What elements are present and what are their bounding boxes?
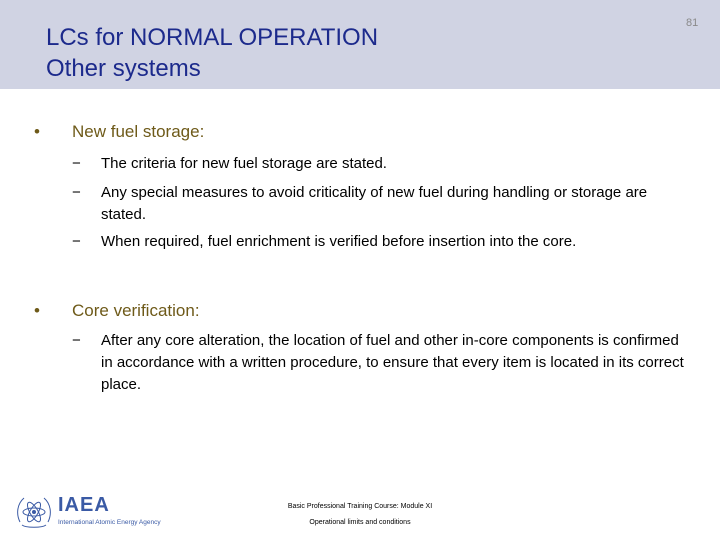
dash-marker: − — [72, 332, 81, 349]
dash-marker: − — [72, 233, 81, 250]
bullet-marker: • — [34, 301, 40, 320]
logo-subtitle: International Atomic Energy Agency — [58, 519, 161, 526]
title-line-1: LCs for NORMAL OPERATION — [46, 24, 379, 51]
list-item-text: Any special measures to avoid criticality of new fuel during handling or storage are stated. — [101, 184, 648, 223]
dash-marker: − — [72, 184, 81, 201]
page-number: 81 — [686, 17, 699, 29]
footer-topic: Operational limits and conditions — [309, 519, 411, 526]
footer-course: Basic Professional Training Course: Module XI — [287, 503, 433, 510]
title-line-2: Other systems — [46, 55, 201, 82]
bullet-label: New fuel storage: — [72, 122, 205, 141]
list-item-text: After any core alteration, the location of fuel and other in-core components is confirmed in accordance with a written procedure, to ensure that every item is located in its correct place. — [101, 332, 684, 393]
list-item-text: The criteria for new fuel storage are stated. — [101, 155, 387, 172]
iaea-logo — [14, 492, 174, 532]
slide-title — [46, 22, 378, 84]
logo-wordmark: IAEA — [58, 494, 110, 516]
title-banner — [0, 0, 720, 89]
dash-marker: − — [72, 155, 81, 172]
bullet-label: Core verification: — [72, 301, 200, 320]
list-item-text: When required, fuel enrichment is verified before insertion into the core. — [101, 233, 577, 250]
bullet-marker: • — [34, 122, 40, 141]
atom-emblem-icon — [14, 492, 54, 532]
